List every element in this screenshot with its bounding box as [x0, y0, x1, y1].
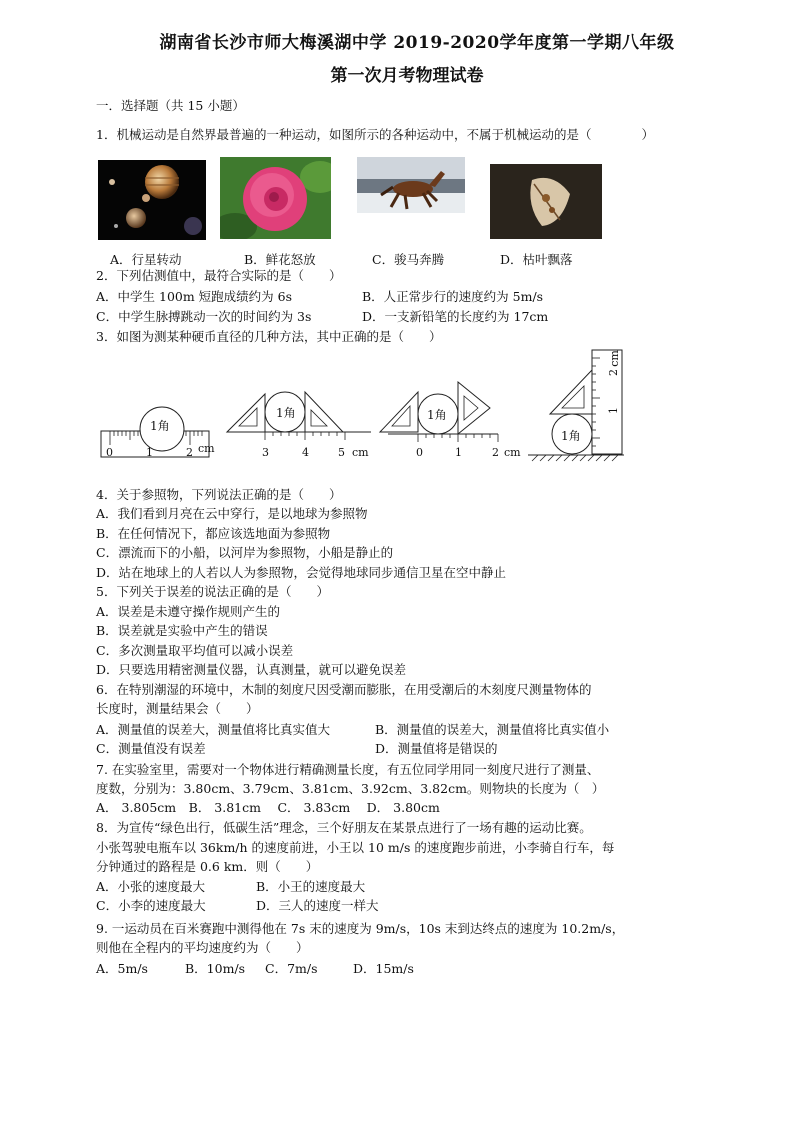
- q1-option-c: C．骏马奔腾: [372, 252, 445, 267]
- q6-option-a: A．测量值的误差大，测量值将比真实值大: [96, 722, 331, 737]
- q6-option-c: C．测量值没有误差: [96, 741, 206, 756]
- coin-triangles-figure-2: [225, 384, 373, 444]
- section-heading: 一．选择题（共 15 小题）: [96, 98, 245, 113]
- q8-option-b: B．小王的速度最大: [256, 879, 366, 894]
- fig2-tick-4: 4: [302, 446, 309, 459]
- fig1-tick-2: 2: [186, 446, 193, 459]
- fig2-tick-3: 3: [262, 446, 269, 459]
- q8-option-c: C．小李的速度最大: [96, 898, 206, 913]
- fig4-coin-label: 1角: [561, 429, 581, 443]
- fig1-tick-0: 0: [106, 446, 113, 459]
- horse-image: [357, 157, 465, 213]
- coin-ruler-figure-1: [98, 405, 223, 467]
- q9-stem-line1: 9. 一运动员在百米赛跑中测得他在 7s 末的速度为 9m/s，10s 末到达终点的速度为 10.2m/s，: [96, 921, 625, 936]
- exam-subtitle: 第一次月考物理试卷: [330, 66, 484, 86]
- q8-option-d: D．三人的速度一样大: [256, 898, 379, 913]
- q8-option-a: A．小张的速度最大: [96, 879, 206, 894]
- q1-option-a: A．行星转动: [110, 252, 182, 267]
- q1-stem: 1．机械运动是自然界最普遍的一种运动，如图所示的各种运动中，不属于机械运动的是（ ）: [96, 127, 654, 142]
- fig2-tick-5: 5: [338, 446, 345, 459]
- q1-option-d: D．枯叶飘落: [500, 252, 573, 267]
- q7-options: A． 3.805cm B． 3.81cm C． 3.83cm D． 3.80cm: [96, 800, 440, 815]
- q4-option-a: A．我们看到月亮在云中穿行，是以地球为参照物: [96, 506, 368, 521]
- q4-option-b: B．在任何情况下，都应该选地面为参照物: [96, 526, 331, 541]
- q5-option-a: A．误差是未遵守操作规则产生的: [96, 604, 281, 619]
- q1-option-b: B．鲜花怒放: [244, 252, 316, 267]
- q6-stem-line1: 6．在特别潮湿的环境中，木制的刻度尺因受潮而膨胀，在用受潮后的木刻度尺测量物体的: [96, 682, 592, 697]
- q9-option-d: D．15m/s: [353, 961, 414, 976]
- fig3-coin-label: 1角: [427, 408, 447, 422]
- q7-stem-line1: 7. 在实验室里，需要对一个物体进行精确测量长度，有五位同学用同一刻度尺进行了测量、: [96, 762, 600, 777]
- coin-triangles-figure-3: [378, 380, 523, 444]
- exam-title: 湖南省长沙市师大梅溪湖中学 2019-2020学年度第一学期八年级: [159, 33, 675, 53]
- q4-option-c: C．漂流而下的小船，以河岸为参照物，小船是静止的: [96, 545, 394, 560]
- fig4-unit: cm: [607, 350, 621, 367]
- fig3-tick-1: 1: [455, 446, 462, 459]
- q8-stem-line2: 小张驾驶电瓶车以 36km/h 的速度前进，小王以 10 m/s 的速度跑步前进，小李骑自行车，每: [96, 840, 615, 855]
- planets-image: [98, 160, 206, 240]
- fig1-coin-label: 1角: [150, 419, 170, 433]
- fig3-tick-2: 2: [492, 446, 499, 459]
- fig2-coin-label: 1角: [276, 406, 296, 420]
- q9-stem-line2: 则他在全程内的平均速度约为（ ）: [96, 940, 309, 955]
- flower-image: [220, 157, 331, 239]
- q5-option-b: B．误差就是实验中产生的错误: [96, 623, 268, 638]
- q9-option-b: B．10m/s: [185, 961, 246, 976]
- fig3-unit: cm: [504, 446, 521, 459]
- fig2-unit: cm: [352, 446, 369, 459]
- fig1-tick-1: 1: [146, 446, 153, 459]
- q8-stem-line1: 8．为宣传“绿色出行，低碳生活”理念，三个好朋友在某景点进行了一场有趣的运动比赛。: [96, 820, 592, 835]
- fig1-unit: cm: [198, 442, 215, 455]
- q6-option-b: B．测量值的误差大，测量值将比真实值小: [375, 722, 610, 737]
- q6-option-d: D．测量值将是错误的: [375, 741, 498, 756]
- fig3-tick-0: 0: [416, 446, 423, 459]
- q6-stem-line2: 长度时，测量结果会（ ）: [96, 701, 259, 716]
- q4-option-d: D．站在地球上的人若以人为参照物，会觉得地球同步通信卫星在空中静止: [96, 565, 507, 580]
- q5-option-c: C．多次测量取平均值可以减小误差: [96, 643, 294, 658]
- q9-option-c: C．7m/s: [265, 961, 318, 976]
- q9-option-a: A．5m/s: [96, 961, 148, 976]
- q3-stem: 3．如图为测某种硬币直径的几种方法，其中正确的是（ ）: [96, 329, 442, 344]
- fig4-tick-2: 2: [607, 369, 620, 376]
- q5-stem: 5．下列关于误差的说法正确的是（ ）: [96, 584, 329, 599]
- fig4-tick-1: 1: [607, 407, 620, 414]
- q5-option-d: D．只要选用精密测量仪器，认真测量，就可以避免误差: [96, 662, 407, 677]
- q2-stem: 2．下列估测值中，最符合实际的是（ ）: [96, 268, 342, 283]
- q2-option-c: C．中学生脉搏跳动一次的时间约为 3s: [96, 309, 312, 324]
- q7-stem-line2: 度数，分别为：3.80cm、3.79cm、3.81cm、3.92cm、3.82cm。则物块的长度为（ ）: [96, 781, 605, 796]
- q4-stem: 4．关于参照物，下列说法正确的是（ ）: [96, 487, 342, 502]
- q2-option-b: B．人正常步行的速度约为 5m/s: [362, 289, 544, 304]
- q2-option-a: A．中学生 100m 短跑成绩约为 6s: [96, 289, 293, 304]
- q8-stem-line3: 分钟通过的路程是 0.6 km．则（ ）: [96, 859, 319, 874]
- q2-option-d: D．一支新铅笔的长度约为 17cm: [362, 309, 549, 324]
- leaf-image: [490, 164, 602, 239]
